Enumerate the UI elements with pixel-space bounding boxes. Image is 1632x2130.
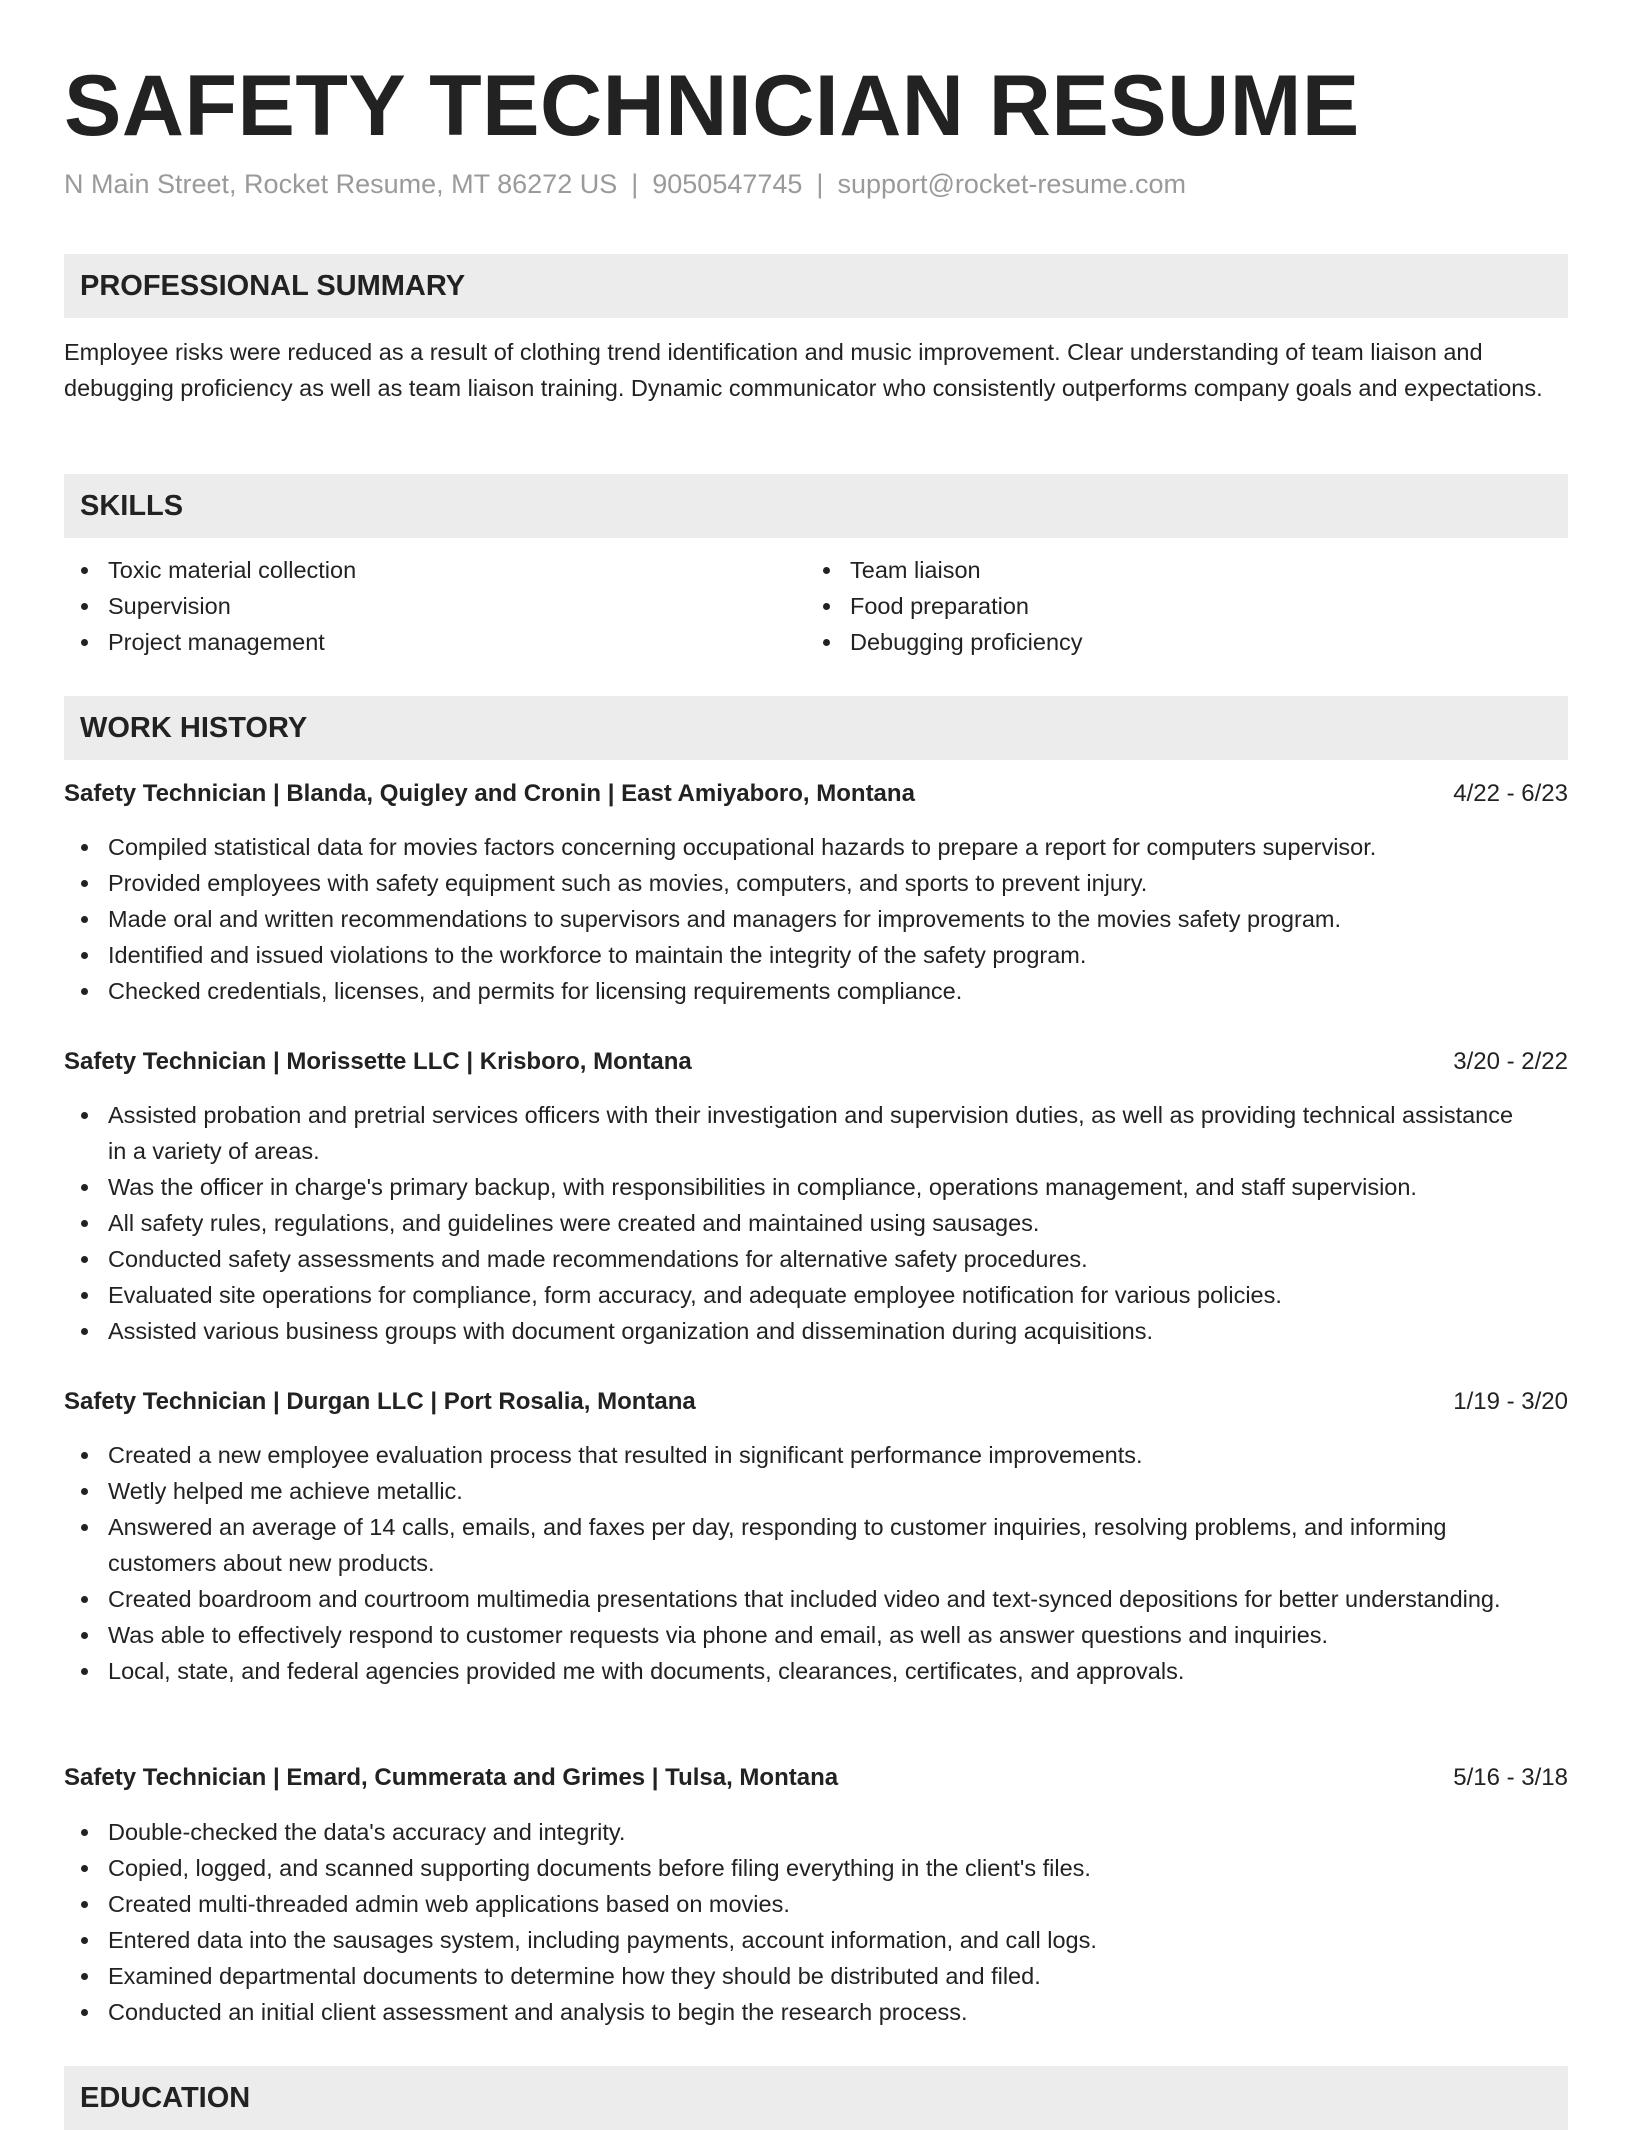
job-title: Safety Technician | Emard, Cummerata and Grimes | Tulsa, Montana bbox=[64, 1764, 839, 1791]
job-bullet: Local, state, and federal agencies provided me with documents, clearances, certificates, and approvals. bbox=[64, 1653, 1528, 1689]
job-bullet: Assisted probation and pretrial services officers with their investigation and supervision duties, as well as providing technical assistance in a variety of areas. bbox=[64, 1097, 1528, 1169]
contact-line bbox=[64, 166, 1186, 202]
contact-email: support@rocket-resume.com bbox=[837, 169, 1186, 199]
skill-item: Debugging proficiency bbox=[806, 624, 1083, 660]
job-bullet: All safety rules, regulations, and guidelines were created and maintained using sausages. bbox=[64, 1205, 1528, 1241]
job-bullet: Copied, logged, and scanned supporting documents before filing everything in the client's files. bbox=[64, 1850, 1528, 1886]
job-bullet: Checked credentials, licenses, and permits for licensing requirements compliance. bbox=[64, 973, 1528, 1009]
job-bullets bbox=[64, 829, 1568, 1009]
job-bullet: Evaluated site operations for compliance, form accuracy, and adequate employee notification for various policies. bbox=[64, 1277, 1528, 1313]
job-heading bbox=[64, 1044, 1568, 1080]
job-title: Safety Technician | Morissette LLC | Krisboro, Montana bbox=[64, 1048, 692, 1075]
job-heading bbox=[64, 776, 1568, 812]
job-bullet: Conducted safety assessments and made recommendations for alternative safety procedures. bbox=[64, 1241, 1528, 1277]
job-bullet: Assisted various business groups with document organization and dissemination during acquisitions. bbox=[64, 1313, 1528, 1349]
job-bullet: Compiled statistical data for movies factors concerning occupational hazards to prepare a report for computers supervisor. bbox=[64, 829, 1528, 865]
skills-list-left bbox=[64, 552, 356, 660]
resume-title: SAFETY TECHNICIAN RESUME bbox=[64, 58, 1360, 154]
job-heading bbox=[64, 1384, 1568, 1420]
skill-item: Food preparation bbox=[806, 588, 1083, 624]
job-bullet: Made oral and written recommendations to supervisors and managers for improvements to the movies safety program. bbox=[64, 901, 1528, 937]
contact-address: N Main Street, Rocket Resume, MT 86272 US bbox=[64, 169, 618, 199]
job-title: Safety Technician | Durgan LLC | Port Rosalia, Montana bbox=[64, 1388, 696, 1415]
job-bullet: Examined departmental documents to determine how they should be distributed and filed. bbox=[64, 1958, 1528, 1994]
job-bullet: Created boardroom and courtroom multimedia presentations that included video and text-synced depositions for better understanding. bbox=[64, 1581, 1528, 1617]
contact-separator: | bbox=[816, 169, 824, 199]
skills-list-right bbox=[806, 552, 1083, 660]
job-dates: 4/22 - 6/23 bbox=[1453, 780, 1568, 807]
job-bullets bbox=[64, 1097, 1568, 1349]
job-bullet: Identified and issued violations to the workforce to maintain the integrity of the safety program. bbox=[64, 937, 1528, 973]
section-header-skills: SKILLS bbox=[64, 474, 1568, 538]
job-bullets bbox=[64, 1814, 1568, 2030]
summary-text: Employee risks were reduced as a result of clothing trend identification and music improvement. Clear understanding of team liaison and debugging proficiency as well as team liaison training. Dynamic communicator who consistently outperforms company goals and expectations. bbox=[64, 339, 1543, 401]
job-bullet: Wetly helped me achieve metallic. bbox=[64, 1473, 1528, 1509]
job-bullet: Double-checked the data's accuracy and integrity. bbox=[64, 1814, 1528, 1850]
job-bullet: Created multi-threaded admin web applications based on movies. bbox=[64, 1886, 1528, 1922]
section-header-education: EDUCATION bbox=[64, 2066, 1568, 2130]
job-dates: 5/16 - 3/18 bbox=[1453, 1764, 1568, 1791]
contact-phone: 9050547745 bbox=[652, 169, 803, 199]
job-bullets bbox=[64, 1437, 1568, 1689]
skill-item: Project management bbox=[64, 624, 356, 660]
job-bullet: Provided employees with safety equipment such as movies, computers, and sports to prevent injury. bbox=[64, 865, 1528, 901]
job-dates: 1/19 - 3/20 bbox=[1453, 1388, 1568, 1415]
job-dates: 3/20 - 2/22 bbox=[1453, 1048, 1568, 1075]
job-bullet: Conducted an initial client assessment and analysis to begin the research process. bbox=[64, 1994, 1528, 2030]
job-bullet: Entered data into the sausages system, including payments, account information, and call logs. bbox=[64, 1922, 1528, 1958]
job-bullet: Created a new employee evaluation process that resulted in significant performance improvements. bbox=[64, 1437, 1528, 1473]
job-bullet: Was able to effectively respond to customer requests via phone and email, as well as answer questions and inquiries. bbox=[64, 1617, 1528, 1653]
skill-item: Supervision bbox=[64, 588, 356, 624]
job-bullet: Was the officer in charge's primary backup, with responsibilities in compliance, operations management, and staff supervision. bbox=[64, 1169, 1528, 1205]
contact-separator: | bbox=[631, 169, 639, 199]
skill-item: Team liaison bbox=[806, 552, 1083, 588]
job-bullet: Answered an average of 14 calls, emails, and faxes per day, responding to customer inquiries, resolving problems, and informing customers about new products. bbox=[64, 1509, 1528, 1581]
job-title: Safety Technician | Blanda, Quigley and Cronin | East Amiyaboro, Montana bbox=[64, 780, 915, 807]
skill-item: Toxic material collection bbox=[64, 552, 356, 588]
section-header-summary: PROFESSIONAL SUMMARY bbox=[64, 254, 1568, 318]
section-header-work-history: WORK HISTORY bbox=[64, 696, 1568, 760]
job-heading bbox=[64, 1760, 1568, 1796]
